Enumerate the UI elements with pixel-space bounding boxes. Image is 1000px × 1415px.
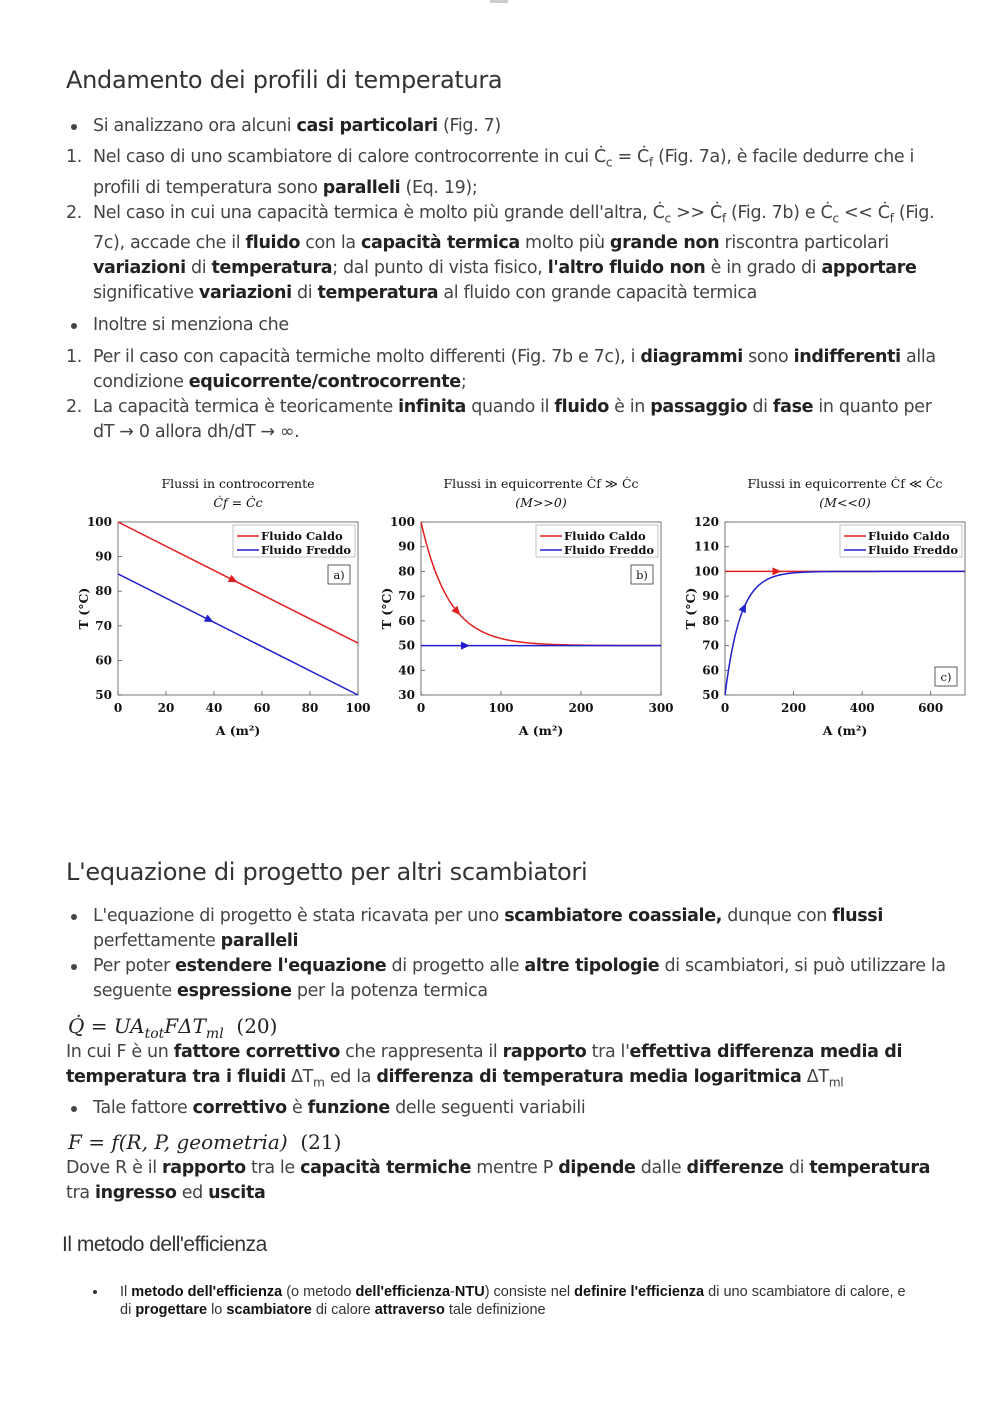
panel-label: b) (636, 568, 648, 582)
chart-subtitle: (M>>0) (515, 495, 567, 510)
y-axis-label: T (°C) (76, 587, 91, 630)
section-title-design-equation: L'equazione di progetto per altri scambiatori (66, 858, 588, 886)
x-tick-label: 200 (568, 701, 594, 715)
equation-21: F = f(R, P, geometria) (21) (68, 1130, 342, 1154)
y-tick-label: 110 (693, 539, 719, 554)
panel-label: c) (940, 670, 952, 684)
figure-7-temperature-profiles (75, 470, 970, 755)
legend-entry: Fluido Freddo (868, 543, 959, 557)
bullet-dot (71, 914, 77, 920)
bullet-dot (71, 124, 77, 130)
series-line (118, 574, 358, 695)
y-axis-label: T (°C) (379, 587, 394, 630)
chart-subtitle: (M<<0) (819, 495, 871, 510)
x-axis-label: A (m²) (822, 723, 868, 738)
flow-direction-arrow (228, 575, 240, 586)
y-tick-label: 40 (398, 663, 415, 678)
legend-entry: Fluido Caldo (868, 529, 950, 543)
y-tick-label: 70 (95, 618, 112, 633)
bullet-dot (71, 1106, 77, 1112)
y-tick-label: 100 (86, 515, 112, 529)
equation-20: Q̇ = $UA_{tot}F\Delta T_{ml}$ (20) (68, 1014, 278, 1042)
flow-direction-arrow (204, 615, 216, 626)
x-tick-label: 400 (849, 701, 875, 715)
bullet-dot (71, 323, 77, 329)
bullet-item: Tale fattore correttivo è funzione delle seguenti variabili (66, 1096, 946, 1121)
bullet-item: Per poter estendere l'equazione di progetto alle altre tipologie di scambiatori, si può utilizzare la seguente espressione per la potenza termica (66, 954, 946, 1004)
legend-entry: Fluido Freddo (261, 543, 352, 557)
section2-list-2 (66, 1096, 946, 1121)
y-tick-label: 50 (702, 688, 719, 702)
numbered-item: 1. Nel caso di uno scambiatore di calore controcorrente in cui $Ċ_c$ = $Ċ_f$ (Fig. 7a), è facile dedurre che i profili di temperatura sono paralleli (Eq. 19); (66, 147, 914, 198)
chart-subtitle: Ċf = Ċc (213, 495, 263, 510)
y-tick-label: 60 (702, 663, 719, 678)
y-tick-label: 80 (702, 613, 719, 628)
bullet-item: Si analizzano ora alcuni casi particolari (Fig. 7) (66, 114, 946, 139)
y-axis-label: T (°C) (683, 587, 698, 630)
y-tick-label: 30 (398, 688, 415, 702)
section-title-temperature-profiles: Andamento dei profili di temperatura (66, 66, 503, 94)
numbered-item: 1. Per il caso con capacità termiche molto differenti (Fig. 7b e 7c), i diagrammi sono indifferenti alla condizione equicorrente/controcorrente; (66, 347, 936, 392)
paragraph-correction-factor: In cui F è un fattore correttivo che rappresenta il rapporto tra l'effettiva differenza media di temperatura tra i fluidi $\Delta T_m$ ed la differenza di temperatura media logaritmica $\Delta T_{ml}$ (66, 1042, 903, 1090)
bullet-item: Inoltre si menziona che (66, 313, 946, 338)
chart-title: Flussi in equicorrente Ċf ≪ Ċc (747, 476, 943, 491)
y-tick-label: 100 (389, 515, 415, 529)
x-tick-label: 20 (157, 701, 175, 715)
y-tick-label: 60 (95, 653, 112, 668)
bullet-dot (71, 964, 77, 970)
y-tick-label: 120 (693, 515, 719, 529)
x-tick-label: 0 (113, 701, 123, 715)
x-tick-label: 200 (781, 701, 807, 715)
legend-entry: Fluido Freddo (564, 543, 655, 557)
x-tick-label: 100 (488, 701, 514, 715)
paragraph-variables: Dove R è il rapporto tra le capacità termiche mentre P dipende dalle differenze di temperatura tra ingresso ed uscita (66, 1158, 931, 1203)
x-tick-label: 60 (253, 701, 271, 715)
y-tick-label: 80 (398, 564, 415, 579)
y-tick-label: 50 (95, 688, 112, 702)
y-tick-label: 50 (398, 638, 415, 653)
x-tick-label: 40 (205, 701, 223, 715)
x-tick-label: 80 (301, 701, 319, 715)
x-tick-label: 300 (648, 701, 674, 715)
flow-direction-arrow (739, 602, 750, 614)
x-tick-label: 600 (918, 701, 944, 715)
panel-label: a) (333, 568, 345, 582)
x-axis-label: A (m²) (215, 723, 261, 738)
efficiency-bullet: Il metodo dell'efficienza (o metodo dell'efficienza-NTU) consiste nel definire l'efficienza di uno scambiatore di calore, e di progettare lo scambiatore di calore attraverso tale definizione (93, 1283, 920, 1319)
x-tick-label: 0 (416, 701, 426, 715)
legend-entry: Fluido Caldo (564, 529, 646, 543)
section1-list (66, 114, 946, 445)
x-axis-label: A (m²) (518, 723, 564, 738)
numbered-item: 2. La capacità termica è teoricamente infinita quando il fluido è in passaggio di fase in quanto per dT → 0 allora dh/dT → ∞. (66, 397, 932, 442)
section-title-efficiency-method: Il metodo dell'efficienza (62, 1233, 267, 1256)
y-tick-label: 90 (702, 589, 719, 604)
y-tick-label: 90 (398, 539, 415, 554)
chart-title: Flussi in equicorrente Ċf ≫ Ċc (443, 476, 639, 491)
chart-title: Flussi in controcorrente (161, 476, 315, 491)
y-tick-label: 60 (398, 613, 415, 628)
section2-list (66, 904, 946, 1004)
legend-entry: Fluido Caldo (261, 529, 343, 543)
bullet-item: L'equazione di progetto è stata ricavata per uno scambiatore coassiale, dunque con flussi perfettamente paralleli (66, 904, 946, 954)
series-line (725, 571, 965, 695)
flow-direction-arrow (461, 642, 470, 650)
y-tick-label: 70 (398, 589, 415, 604)
x-tick-label: 100 (345, 701, 371, 715)
y-tick-label: 100 (693, 564, 719, 579)
header-mark (490, 0, 508, 3)
y-tick-label: 90 (95, 549, 112, 564)
y-tick-label: 80 (95, 584, 112, 599)
y-tick-label: 70 (702, 638, 719, 653)
numbered-item: 2. Nel caso in cui una capacità termica è molto più grande dell'altra, $Ċ_c$ >> $Ċ_f$ (Fig. 7b) e $Ċ_c$ << $Ċ_f$ (Fig. 7c), accade che il fluido con la capacità termica molto più grande non riscontra particolari variazioni di temperatura; dal punto di vista fisico, l'altro fluido non è in grado di apportare significative variazioni di temperatura al fluido con grande capacità termica (66, 202, 935, 303)
x-tick-label: 0 (720, 701, 730, 715)
bullet-dot (93, 1290, 97, 1294)
